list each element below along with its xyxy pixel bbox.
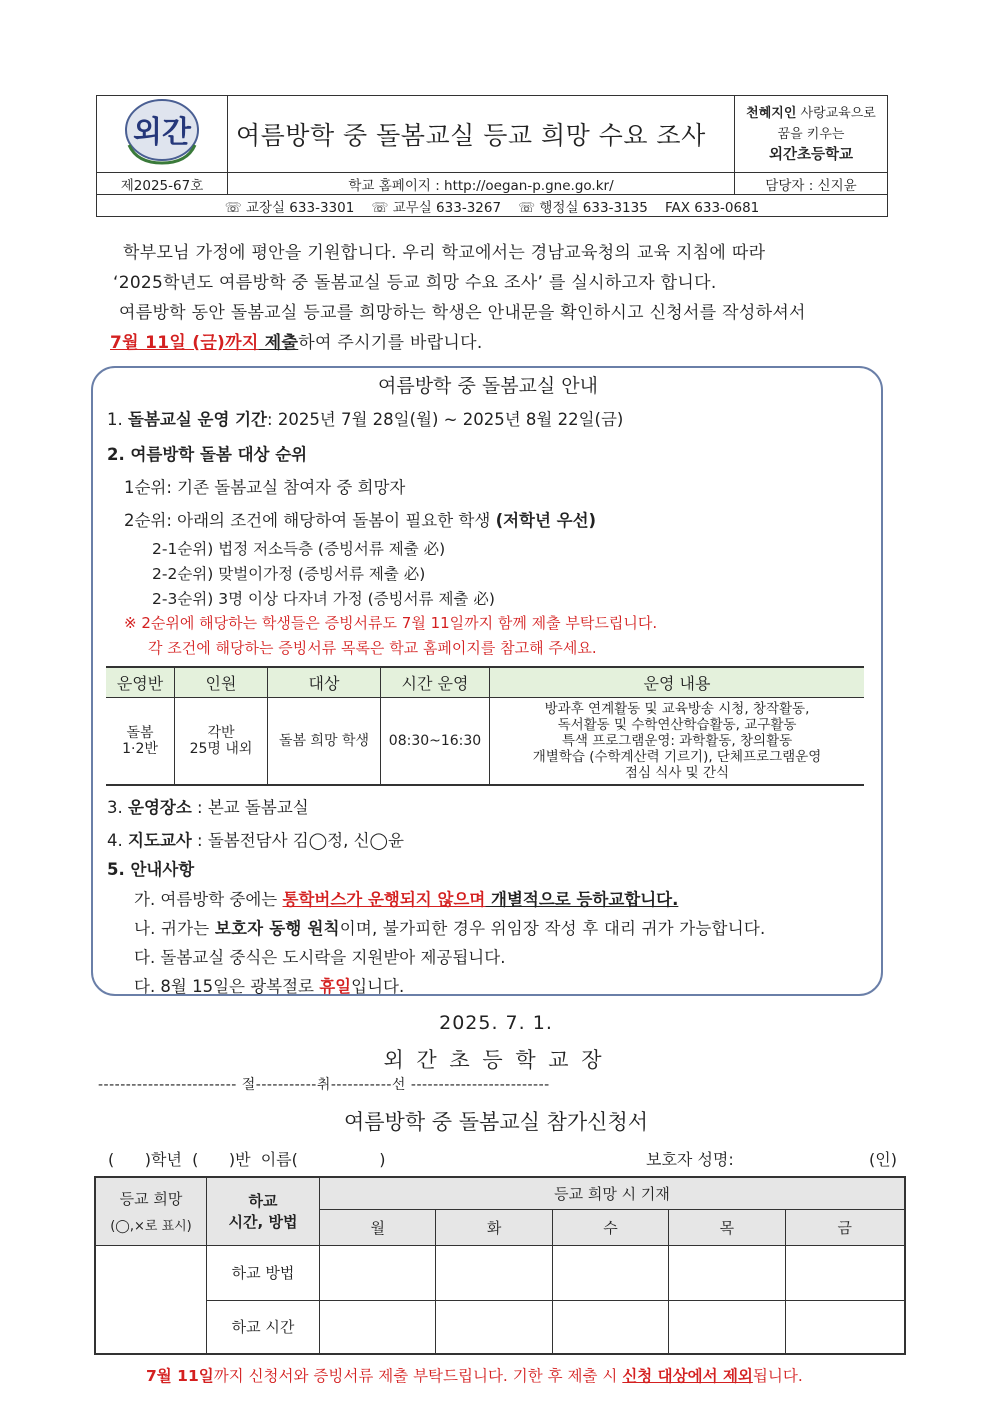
grade-line: ( )학년 ( )반 이름( ) bbox=[108, 1150, 386, 1169]
day-thu: 목 bbox=[669, 1209, 785, 1245]
method-wed-cell[interactable] bbox=[552, 1245, 668, 1300]
rank2-1: 2-1순위) 법정 저소득층 (증빙서류 제출 必) bbox=[152, 540, 446, 558]
time-fri-cell[interactable] bbox=[785, 1300, 905, 1354]
day-fri: 금 bbox=[785, 1209, 905, 1245]
na-rest: 이며, 불가피한 경우 위임장 작성 후 대리 귀가 가능합니다. bbox=[339, 919, 766, 938]
form-title: 여름방학 중 돌봄교실 참가신청서 bbox=[343, 1110, 649, 1134]
doc-number: 제2025-67호 bbox=[97, 173, 228, 195]
footer-deadline: 7월 11일 bbox=[146, 1367, 214, 1385]
intro-line3: 여름방학 동안 돌봄교실 등교를 희망하는 학생은 안내문을 확인하시고 신청서를 작성하셔서 bbox=[119, 303, 806, 323]
rank2-2: 2-2순위) 맞벌이가정 (증빙서류 제출 必) bbox=[152, 565, 426, 583]
col-wish bbox=[95, 1177, 207, 1245]
item3-rest: : 본교 돌봄교실 bbox=[191, 798, 309, 817]
note2: 각 조건에 해당하는 증빙서류 목록은 학교 홈페이지를 참고해 주세요. bbox=[148, 639, 597, 657]
header-table bbox=[96, 95, 888, 217]
na-bold: 보호자 동행 원칙 bbox=[214, 919, 340, 938]
homepage-link[interactable]: 학교 홈페이지 : http://oegan-p.gne.go.kr/ bbox=[228, 173, 735, 195]
col-leave-line2: 시간, 방법 bbox=[228, 1213, 298, 1232]
th-time: 시간 운영 bbox=[381, 667, 490, 698]
col-wish-label: 등교 희망 bbox=[119, 1190, 183, 1209]
guide-item1 bbox=[107, 406, 623, 430]
col-leave-line1: 하교 bbox=[248, 1192, 278, 1211]
item1-label: 1. bbox=[107, 410, 128, 429]
cell-content bbox=[490, 698, 865, 786]
cell-target: 돌봄 희망 학생 bbox=[268, 698, 381, 786]
da2-pre: 다. 8월 15일은 광복절로 bbox=[134, 977, 320, 996]
contact-numbers: ☏ 교장실 633-3301 ☏ 교무실 633-3267 ☏ 행정실 633-3135 FAX 633-0681 bbox=[97, 195, 888, 217]
manager: 담당자 : 신지윤 bbox=[735, 173, 888, 195]
ga-red: 통학버스가 운행되지 않으며 bbox=[282, 890, 486, 909]
day-wed: 수 bbox=[552, 1209, 668, 1245]
class-line1: 돌봄 bbox=[126, 725, 154, 741]
doc-title: 여름방학 중 돌봄교실 등교 희망 수요 조사 bbox=[228, 96, 735, 173]
item3-label: 3. bbox=[107, 798, 128, 817]
svg-text:외간: 외간 bbox=[133, 115, 191, 150]
content-line: 방과후 연계활동 및 교육방송 시청, 창작활동, bbox=[544, 701, 810, 717]
notice-na bbox=[134, 915, 765, 939]
cell-people bbox=[175, 698, 268, 786]
rank2-3: 2-3순위) 3명 이상 다자녀 가정 (증빙서류 제출 必) bbox=[152, 590, 495, 608]
slogan-rest: 사랑교육으로 bbox=[796, 105, 876, 121]
guide-item3 bbox=[107, 794, 309, 818]
issue-date: 2025. 7. 1. bbox=[439, 1012, 553, 1034]
people-line1: 각반 bbox=[207, 725, 235, 741]
item4-rest: : 돌봄전담사 김◯정, 신◯윤 bbox=[191, 831, 404, 850]
wish-input-cell[interactable] bbox=[95, 1245, 207, 1354]
da2-rest: 입니다. bbox=[351, 977, 405, 996]
intro-line1: 학부모님 가정에 평안을 기원합니다. 우리 학교에서는 경남교육청의 교육 지침에 따라 bbox=[123, 243, 766, 263]
rank2-bold: (저학년 우선) bbox=[495, 511, 597, 530]
col-leave bbox=[207, 1177, 320, 1245]
guide-item4 bbox=[107, 827, 404, 851]
na-pre: 나. 귀가는 bbox=[134, 919, 215, 938]
guide-title: 여름방학 중 돌봄교실 안내 bbox=[377, 375, 598, 397]
method-fri-cell[interactable] bbox=[785, 1245, 905, 1300]
application-table bbox=[94, 1176, 906, 1355]
row-time-label: 하교 시간 bbox=[207, 1300, 320, 1354]
guardian-label: 보호자 성명: bbox=[646, 1150, 734, 1169]
time-wed-cell[interactable] bbox=[552, 1300, 668, 1354]
cell-time: 08:30~16:30 bbox=[381, 698, 490, 786]
item3-bold: 운영장소 bbox=[128, 798, 192, 817]
intro-line2: ‘2025학년도 여름방학 중 돌봄교실 등교 희망 수요 조사’ 를 실시하고자 합니다. bbox=[113, 273, 717, 293]
school-logo bbox=[97, 96, 228, 173]
content-line: 개별학습 (수학계산력 기르기), 단체프로그램운영 bbox=[532, 749, 822, 765]
th-people: 인원 bbox=[175, 667, 268, 698]
method-mon-cell[interactable] bbox=[320, 1245, 436, 1300]
seal-label: (인) bbox=[869, 1150, 897, 1169]
th-content: 운영 내용 bbox=[490, 667, 865, 698]
slogan-line2: 꿈을 키우는 bbox=[777, 126, 845, 142]
footer-exclude: 신청 대상에서 제외 bbox=[622, 1367, 753, 1385]
notice-da1: 다. 돌봄교실 중식은 도시락을 지원받아 제공됩니다. bbox=[134, 948, 506, 967]
rank2-text: 2순위: 아래의 조건에 해당하여 돌봄이 필요한 학생 bbox=[124, 511, 496, 530]
notice-da2 bbox=[134, 973, 404, 997]
cut-line: ------------------------- 절-----------취-----------선 ------------------------- bbox=[98, 1077, 550, 1093]
cell-class bbox=[106, 698, 175, 786]
guide-item5: 5. 안내사항 bbox=[107, 860, 195, 879]
da2-red: 휴일 bbox=[319, 977, 352, 996]
ga-pre: 가. 여름방학 중에는 bbox=[134, 890, 283, 909]
content-line: 독서활동 및 수학연산학습활동, 교구활동 bbox=[557, 717, 797, 733]
time-thu-cell[interactable] bbox=[669, 1300, 785, 1354]
ga-bold: 개별적으로 등하교합니다. bbox=[485, 890, 679, 909]
slogan-school: 외간초등학교 bbox=[768, 146, 854, 163]
col-days-header: 등교 희망 시 기재 bbox=[320, 1177, 906, 1209]
footer-end: 됩니다. bbox=[752, 1367, 803, 1385]
guide-item2: 2. 여름방학 돌봄 대상 순위 bbox=[107, 445, 308, 464]
content-line: 점심 식사 및 간식 bbox=[624, 765, 730, 781]
school-emblem-icon bbox=[117, 97, 207, 167]
school-slogan bbox=[735, 96, 888, 173]
item1-rest: : 2025년 7월 28일(월) ~ 2025년 8월 22일(금) bbox=[267, 410, 624, 429]
intro-line4 bbox=[110, 328, 483, 353]
time-mon-cell[interactable] bbox=[320, 1300, 436, 1354]
footer-notice bbox=[146, 1364, 803, 1386]
rank1: 1순위: 기존 돌봄교실 참여자 중 희망자 bbox=[124, 478, 406, 497]
item4-label: 4. bbox=[107, 831, 128, 850]
notice-ga bbox=[134, 886, 678, 910]
people-line2: 25명 내외 bbox=[189, 741, 253, 757]
class-line2: 1·2반 bbox=[122, 741, 158, 757]
footer-mid: 까지 신청서와 증빙서류 제출 부탁드립니다. 기한 후 제출 시 bbox=[213, 1367, 623, 1385]
time-tue-cell[interactable] bbox=[436, 1300, 552, 1354]
col-wish-sub: (◯,×로 표시) bbox=[110, 1219, 192, 1235]
principal: 외 간 초 등 학 교 장 bbox=[383, 1048, 605, 1072]
method-tue-cell[interactable] bbox=[436, 1245, 552, 1300]
method-thu-cell[interactable] bbox=[669, 1245, 785, 1300]
rank2 bbox=[124, 507, 596, 531]
deadline-highlight: 7월 11일 (금)까지 bbox=[110, 333, 259, 353]
content-line: 특색 프로그램운영: 과학활동, 창의활동 bbox=[561, 733, 793, 749]
intro-line4-rest: 하여 주시기를 바랍니다. bbox=[298, 333, 483, 353]
slogan-bold: 천혜지인 bbox=[746, 105, 797, 121]
item1-bold: 돌봄교실 운영 기간 bbox=[128, 410, 268, 429]
operation-table bbox=[106, 666, 864, 786]
note1: ※ 2순위에 해당하는 학생들은 증빙서류도 7월 11일까지 함께 제출 부탁드립니다. bbox=[124, 614, 658, 632]
row-method-label: 하교 방법 bbox=[207, 1245, 320, 1300]
submit-highlight: 제출 bbox=[258, 333, 299, 353]
th-class: 운영반 bbox=[106, 667, 175, 698]
day-mon: 월 bbox=[320, 1209, 436, 1245]
day-tue: 화 bbox=[436, 1209, 552, 1245]
item4-bold: 지도교사 bbox=[128, 831, 192, 850]
th-target: 대상 bbox=[268, 667, 381, 698]
